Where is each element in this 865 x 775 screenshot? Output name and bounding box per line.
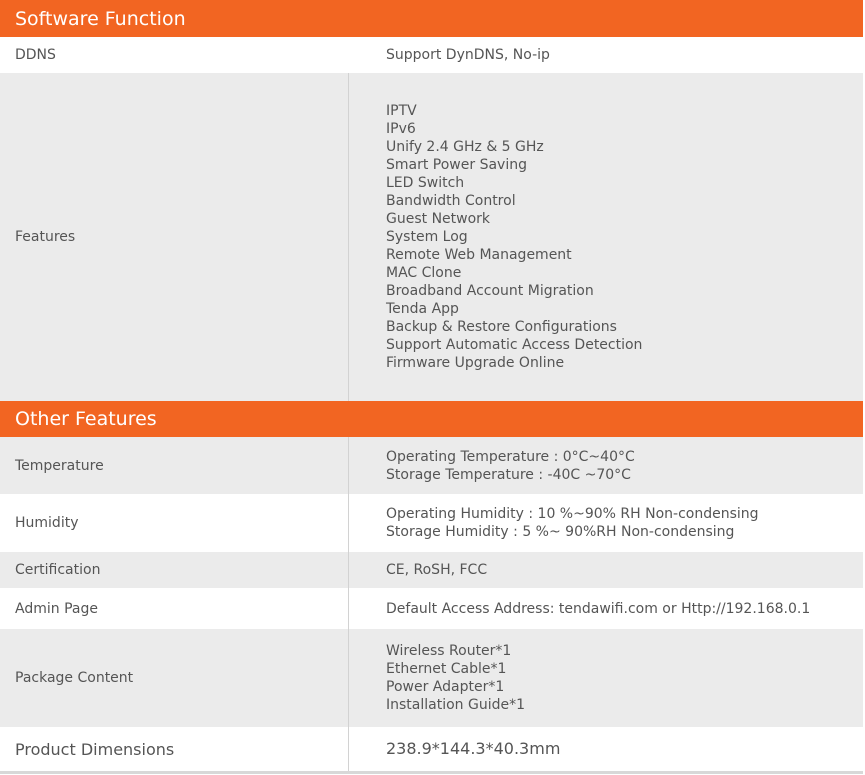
feature-item: Backup & Restore Configurations bbox=[386, 319, 617, 335]
value-ddns-text: Support DynDNS, No-ip bbox=[386, 47, 550, 63]
row-temperature bbox=[0, 437, 863, 494]
label-product-dimensions: Product Dimensions bbox=[0, 727, 349, 771]
row-package-content bbox=[0, 629, 863, 727]
feature-item: Guest Network bbox=[386, 211, 491, 227]
feature-item: Smart Power Saving bbox=[386, 157, 527, 173]
feature-item: LED Switch bbox=[386, 175, 465, 191]
label-humidity: Humidity bbox=[0, 494, 349, 552]
row-features bbox=[0, 73, 863, 401]
admin-page-text: Default Access Address: tendawifi.com or Http://192.168.0.1 bbox=[386, 600, 811, 617]
temperature-line: Storage Temperature : -40C ~70°C bbox=[386, 466, 631, 483]
dimensions-text: 238.9*144.3*40.3mm bbox=[386, 739, 561, 758]
label-package-content: Package Content bbox=[0, 629, 349, 727]
row-admin-page bbox=[0, 588, 863, 629]
feature-item: IPTV bbox=[386, 103, 417, 119]
value-admin-page bbox=[349, 588, 863, 629]
package-item: Installation Guide*1 bbox=[386, 697, 526, 713]
row-ddns bbox=[0, 37, 863, 73]
row-product-dimensions bbox=[0, 727, 863, 771]
feature-item: Broadband Account Migration bbox=[386, 283, 594, 299]
feature-item: Firmware Upgrade Online bbox=[386, 355, 565, 371]
value-humidity bbox=[349, 494, 863, 552]
certification-text: CE, RoSH, FCC bbox=[386, 562, 488, 578]
package-item: Wireless Router*1 bbox=[386, 643, 512, 659]
value-temperature bbox=[349, 437, 863, 494]
feature-item: MAC Clone bbox=[386, 265, 462, 281]
value-product-dimensions bbox=[349, 727, 863, 771]
humidity-line: Operating Humidity : 10 %~90% RH Non-condensing bbox=[386, 506, 759, 522]
feature-item: Support Automatic Access Detection bbox=[386, 337, 643, 353]
section-title-other: Other Features bbox=[15, 408, 157, 430]
humidity-line: Storage Humidity : 5 %~ 90%RH Non-condensing bbox=[386, 524, 735, 540]
feature-item: Remote Web Management bbox=[386, 247, 572, 263]
feature-item: System Log bbox=[386, 229, 468, 245]
label-certification: Certification bbox=[0, 552, 349, 588]
section-header-software bbox=[0, 0, 863, 37]
feature-item: Tenda App bbox=[386, 301, 459, 317]
label-temperature: Temperature bbox=[0, 437, 349, 494]
features-list bbox=[349, 73, 863, 401]
bottom-divider bbox=[0, 771, 863, 774]
package-item: Power Adapter*1 bbox=[386, 679, 505, 695]
package-item: Ethernet Cable*1 bbox=[386, 661, 507, 677]
section-header-other bbox=[0, 401, 863, 437]
row-humidity bbox=[0, 494, 863, 552]
temperature-line: Operating Temperature : 0°C~40°C bbox=[386, 448, 635, 465]
row-certification bbox=[0, 552, 863, 588]
value-package-content bbox=[349, 629, 863, 727]
feature-item: Bandwidth Control bbox=[386, 193, 516, 209]
label-ddns: DDNS bbox=[15, 47, 56, 63]
value-ddns bbox=[349, 37, 863, 73]
label-features: Features bbox=[0, 73, 349, 401]
value-certification bbox=[349, 552, 863, 588]
feature-item: IPv6 bbox=[386, 121, 416, 137]
feature-item: Unify 2.4 GHz & 5 GHz bbox=[386, 139, 544, 155]
section-title-software: Software Function bbox=[15, 7, 186, 30]
label-admin-page: Admin Page bbox=[0, 588, 349, 629]
